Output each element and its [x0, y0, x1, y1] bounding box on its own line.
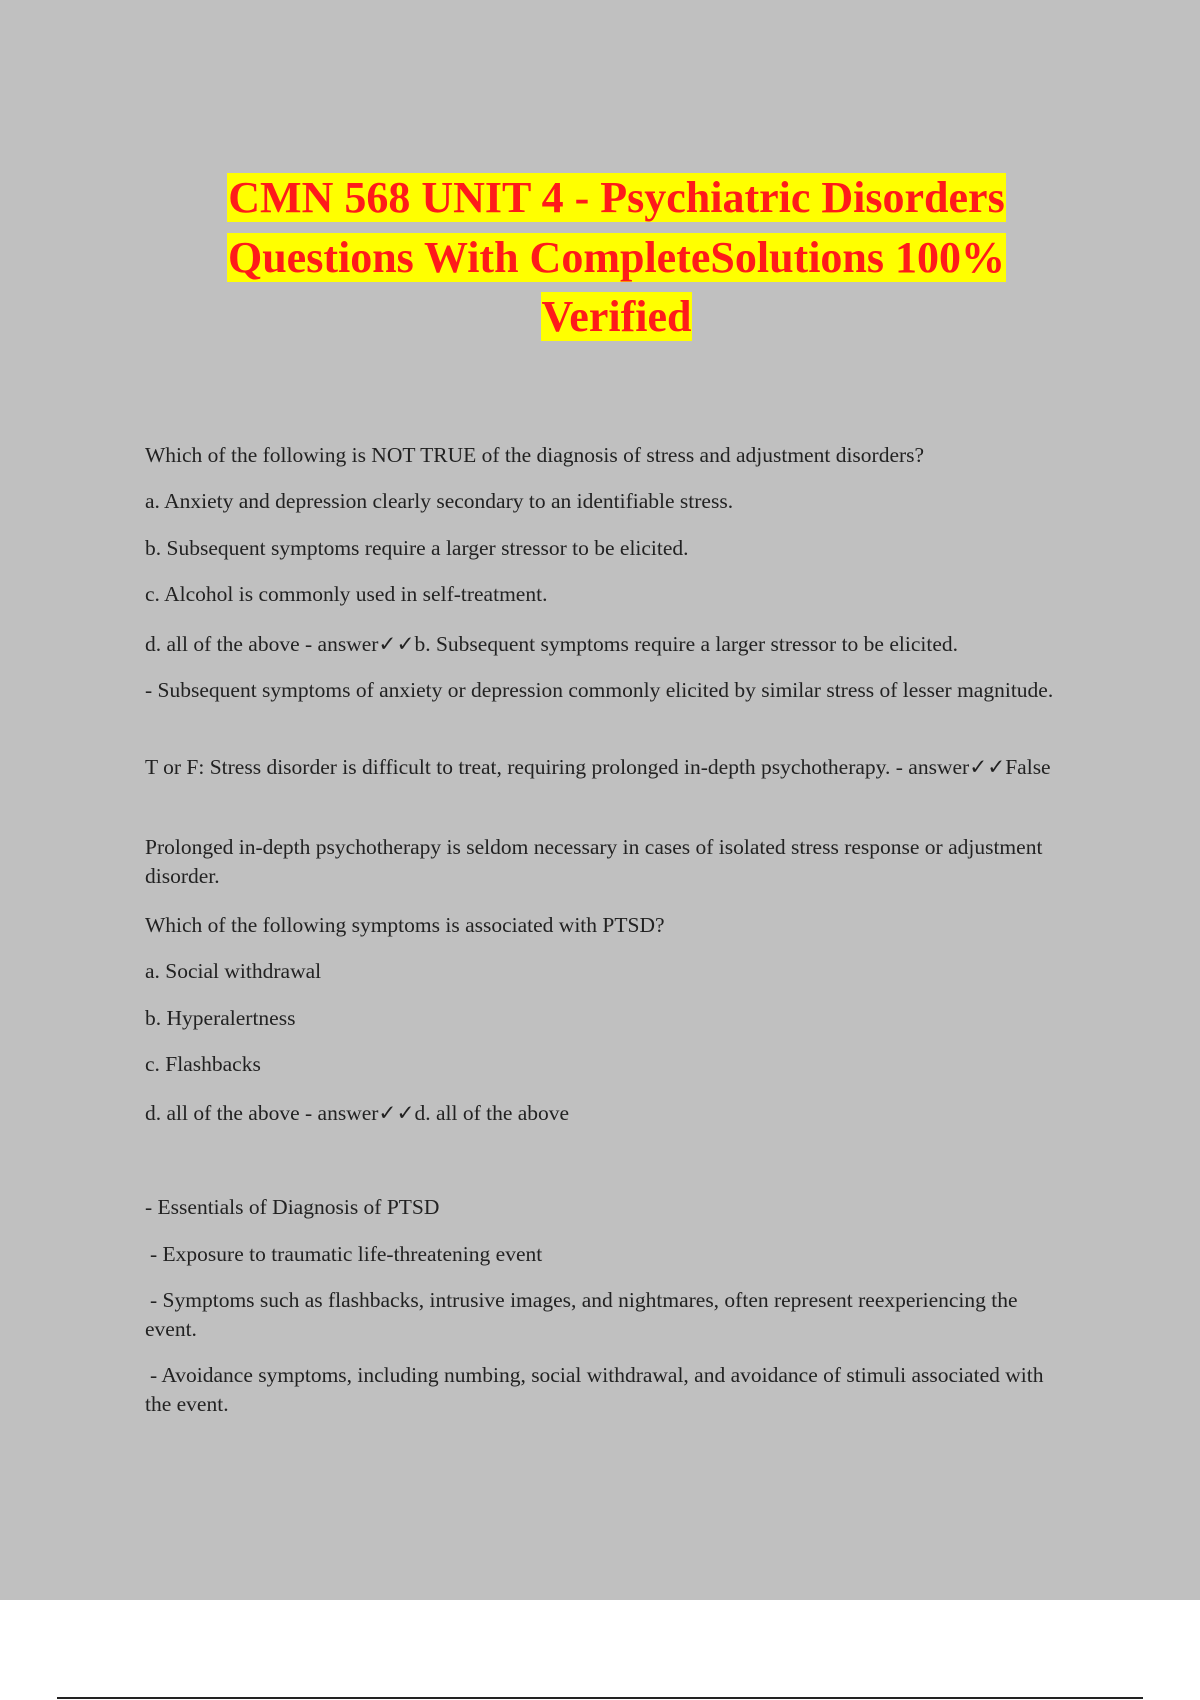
footer-divider: [57, 1697, 1143, 1699]
explanation-text: Prolonged in-depth psychotherapy is seldom necessary in cases of isolated stress response or adjustment disorder.: [145, 835, 1043, 888]
title-line: Verified: [541, 292, 692, 341]
explanation-text: - Subsequent symptoms of anxiety or depression commonly elicited by similar stress of lesser magnitude.: [145, 678, 1054, 702]
title-line: CMN 568 UNIT 4 - Psychiatric Disorders: [228, 173, 1005, 222]
question-text: Which of the following is NOT TRUE of the diagnosis of stress and adjustment disorders?: [145, 443, 925, 467]
question-text: Which of the following symptoms is associated with PTSD?: [145, 913, 665, 937]
question-text: T or F: Stress disorder is difficult to treat, requiring prolonged in-depth psychotherapy. - answer✓✓False: [145, 755, 1051, 779]
answer-option: b. Subsequent symptoms require a larger stressor to be elicited.: [145, 536, 689, 560]
title-line: Questions With CompleteSolutions 100%: [227, 232, 1006, 282]
explanation-heading: - Essentials of Diagnosis of PTSD: [145, 1195, 440, 1219]
explanation-text: - Avoidance symptoms, including numbing, social withdrawal, and avoidance of stimuli associated with the event.: [145, 1363, 1044, 1416]
document-title: [0, 168, 1200, 347]
answer-option: a. Social withdrawal: [145, 959, 322, 983]
explanation-text: - Symptoms such as flashbacks, intrusive images, and nightmares, often represent reexperiencing the event.: [145, 1288, 1018, 1341]
answer-option: c. Alcohol is commonly used in self-treatment.: [145, 582, 548, 606]
explanation-text: - Exposure to traumatic life-threatening event: [150, 1242, 543, 1266]
answer-option: d. all of the above - answer✓✓d. all of the above: [145, 1101, 570, 1125]
answer-option: a. Anxiety and depression clearly secondary to an identifiable stress.: [145, 489, 734, 513]
answer-option: d. all of the above - answer✓✓b. Subsequent symptoms require a larger stressor to be elicited.: [145, 632, 959, 656]
answer-option: c. Flashbacks: [145, 1052, 261, 1076]
answer-option: b. Hyperalertness: [145, 1006, 296, 1030]
